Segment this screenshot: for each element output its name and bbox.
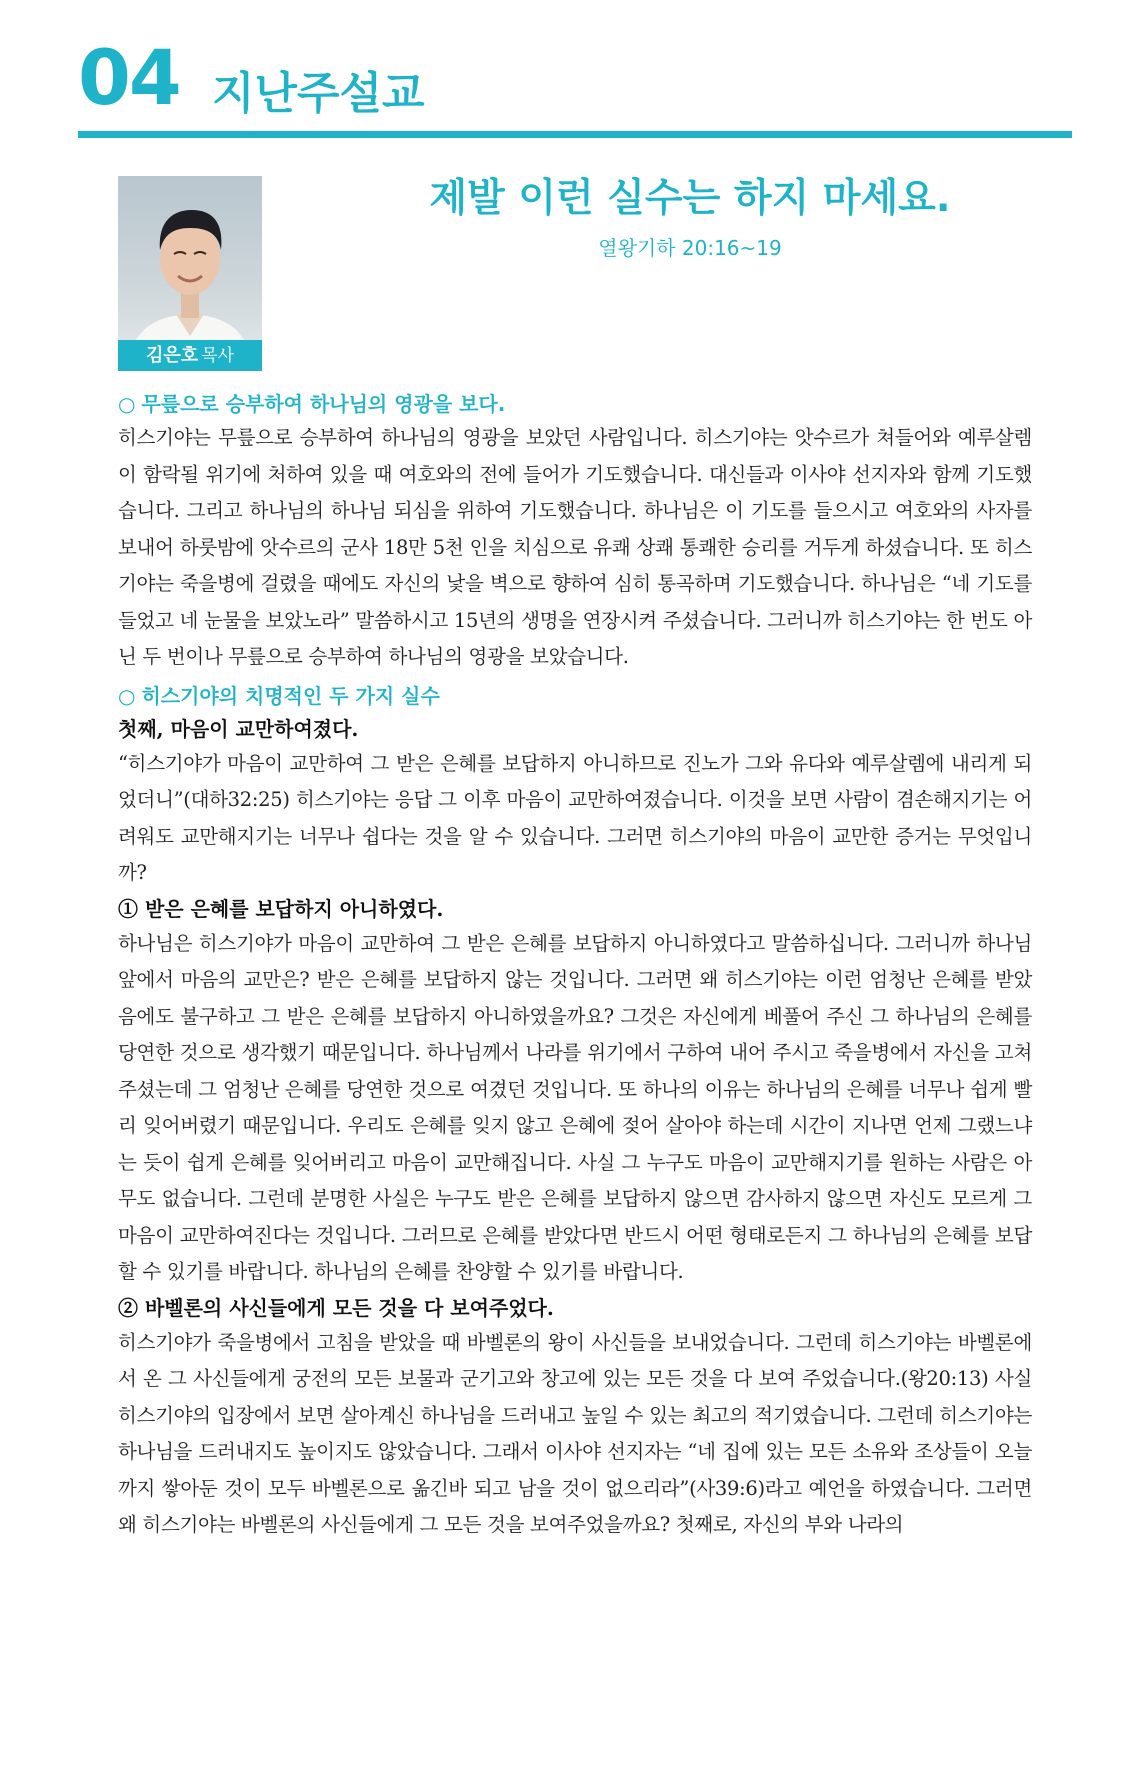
preacher-name-label	[118, 340, 262, 371]
point-1: 첫째, 마음이 교만하여졌다.	[118, 716, 359, 741]
scripture-reference: 열왕기하 20:16~19	[598, 236, 782, 260]
paragraph-2: “히스기야가 마음이 교만하여 그 받은 은혜를 보답하지 아니하므로 진노가 그와 유다와 예루살렘에 내리게 되었더니”(대하32:25) 히스기야는 응답 그 이후 마음이 교만하여졌습니다. 이것을 보면 사람이 겸손해지기는 어려워도 교만해지기는 너무나 쉽다는 것을 알 수 있습니다. 그러면 히스기야의 마음이 교만한 증거는 무엇입니까?	[118, 751, 1032, 884]
paragraph-3: 하나님은 히스기야가 마음이 교만하여 그 받은 은혜를 보답하지 아니하였다고 말씀하십니다. 그러니까 하나님 앞에서 마음의 교만은? 받은 은혜를 보답하지 않는 것입니다. 그러면 왜 히스기야는 이런 엄청난 은혜를 받았음에도 불구하고 그 받은 은혜를 보답하지 아니하였을까요? 그것은 자신에게 베풀어 주신 그 하나님의 은혜를 당연한 것으로 생각했기 때문입니다. 하나님께서 나라를 위기에서 구하여 내어 주시고 죽을병에서 자신을 고쳐주셨는데 그 엄청난 은혜를 당연한 것으로 여겼던 것입니다. 또 하나의 이유는 하나님의 은혜를 너무나 쉽게 빨리 잊어버렸기 때문입니다. 우리도 은혜를 잊지 않고 은혜에 젖어 살아야 하는데 시간이 지나면 언제 그랬느냐는 듯이 쉽게 은혜를 잊어버리고 마음이 교만해집니다. 사실 그 누구도 마음이 교만해지기를 원하는 사람은 아무도 없습니다. 그런데 분명한 사실은 누구도 받은 은혜를 보답하지 않으면 감사하지 않으면 자신도 모르게 그 마음이 교만하여진다는 것입니다. 그러므로 은혜를 받았다면 반드시 어떤 형태로든지 그 하나님의 은혜를 보답할 수 있기를 바랍니다. 하나님의 은혜를 찬양할 수 있기를 바랍니다.	[118, 931, 1032, 1283]
circle-bullet-icon: ○	[118, 392, 136, 416]
preacher-title: 목사	[201, 346, 235, 366]
point-3: ② 바벨론의 사신들에게 모든 것을 다 보여주었다.	[118, 1295, 554, 1320]
section-number: 04	[78, 33, 180, 122]
subhead-1	[118, 388, 1032, 420]
paragraph-1: 히스기야는 무릎으로 승부하여 하나님의 영광을 보았던 사람입니다. 히스기야는 앗수르가 쳐들어와 예루살렘이 함락될 위기에 처하여 있을 때 여호와의 전에 들어가 기도했습니다. 대신들과 이사야 선지자와 함께 기도했습니다. 그리고 하나님의 하나님 되심을 위하여 기도했습니다. 하나님은 이 기도를 들으시고 여호와의 사자를 보내어 하룻밤에 앗수르의 군사 18만 5천 인을 치심으로 유쾌 상쾌 통쾌한 승리를 거두게 하셨습니다. 또 히스기야는 죽을병에 걸렸을 때에도 자신의 낯을 벽으로 향하여 심히 통곡하며 기도했습니다. 하나님은 “네 기도를 들었고 네 눈물을 보았노라” 말씀하시고 15년의 생명을 연장시켜 주셨습니다. 그러니까 히스기야는 한 번도 아닌 두 번이나 무릎으로 승부하여 하나님의 영광을 보았습니다.	[118, 426, 1032, 668]
subhead-1-text: 무릎으로 승부하여 하나님의 영광을 보다.	[141, 392, 506, 416]
sermon-title: 제발 이런 실수는 하지 마세요.	[429, 176, 951, 221]
point-2: ① 받은 은혜를 보답하지 아니하였다.	[118, 896, 444, 921]
subhead-2	[118, 680, 1032, 712]
header-divider	[78, 131, 1072, 138]
sermon-body	[118, 388, 1032, 1544]
section-title: 지난주설교	[212, 68, 425, 119]
paragraph-4: 히스기야가 죽을병에서 고침을 받았을 때 바벨론의 왕이 사신들을 보내었습니다. 그런데 히스기야는 바벨론에서 온 그 사신들에게 궁전의 모든 보물과 군기고와 창고에 있는 모든 것을 다 보여 주었습니다.(왕20:13) 사실 히스기야의 입장에서 보면 살아계신 하나님을 드러내고 높일 수 있는 최고의 적기였습니다. 그런데 히스기야는 하나님을 드러내지도 높이지도 않았습니다. 그래서 이사야 선지자는 “네 집에 있는 모든 소유와 조상들이 오늘까지 쌓아둔 것이 모두 바벨론으로 옮긴바 되고 남을 것이 없으리라”(사39:6)라고 예언을 하였습니다. 그러면 왜 히스기야는 바벨론의 사신들에게 그 모든 것을 보여주었을까요? 첫째로, 자신의 부와 나라의	[118, 1330, 1032, 1536]
page-header	[78, 30, 1072, 138]
preacher-name: 김은호	[145, 345, 199, 366]
circle-bullet-icon: ○	[118, 683, 136, 708]
subhead-2-text: 히스기야의 치명적인 두 가지 실수	[141, 683, 440, 708]
